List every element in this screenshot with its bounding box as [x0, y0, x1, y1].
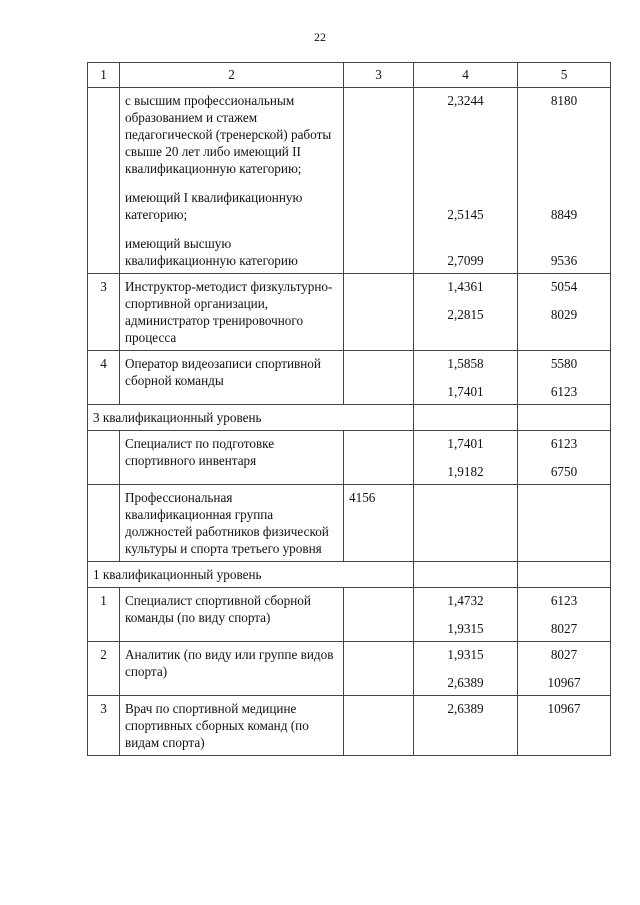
salary: 9536 [550, 253, 578, 268]
coefficient: 1,5858 [447, 356, 484, 371]
coefficient: 1,9182 [447, 464, 484, 479]
position-name: Оператор видеозаписи спортивной сборной команды [120, 351, 344, 405]
salary: 5580 [550, 356, 578, 371]
coefficient: 1,4361 [447, 279, 484, 294]
position-name: Специалист по подготовке спортивного инвентаря [120, 431, 344, 485]
salary-cell [518, 588, 611, 642]
qualification-level-row [88, 405, 611, 431]
coefficient: 1,9315 [447, 621, 484, 636]
coefficient: 1,4732 [447, 593, 484, 608]
row-number: 4 [88, 351, 120, 405]
empty-cell [518, 405, 611, 431]
empty-cell [414, 485, 518, 562]
header-col-2: 2 [120, 63, 344, 88]
row-number [88, 431, 120, 485]
salary: 6123 [550, 593, 578, 608]
coefficient-cell [414, 588, 518, 642]
salary: 8027 [550, 647, 578, 662]
base-salary [344, 696, 414, 756]
coefficient: 2,6389 [447, 675, 484, 690]
empty-cell [518, 485, 611, 562]
salary: 8027 [550, 621, 578, 636]
table-row [88, 642, 611, 696]
base-salary [344, 351, 414, 405]
row-number: 1 [88, 588, 120, 642]
coefficient-cell [414, 88, 518, 274]
qualification-condition: с высшим профессиональным образованием и стажем педагогической (тренерской) работы свыше 20 лет либо имеющий II квалификационную категорию; [125, 93, 332, 176]
coefficient: 2,3244 [447, 93, 484, 108]
coefficient: 2,2815 [447, 307, 484, 322]
empty-cell [414, 562, 518, 588]
qualification-level-label: 1 квалификационный уровень [88, 562, 414, 588]
qualification-level-label: 3 квалификационный уровень [88, 405, 414, 431]
coefficient: 2,6389 [447, 701, 484, 716]
salary-cell [518, 642, 611, 696]
position-name: Врач по спортивной медицине спортивных сборных команд (по видам спорта) [120, 696, 344, 756]
base-salary [344, 642, 414, 696]
salary-cell [518, 88, 611, 274]
salary: 8849 [550, 207, 578, 222]
row-number [88, 88, 120, 274]
position-name: Инструктор-методист физкультурно-спортивной организации, администратор тренировочного процесса [120, 274, 344, 351]
coefficient-cell [414, 431, 518, 485]
header-col-5: 5 [518, 63, 611, 88]
table-row [88, 485, 611, 562]
table-row [88, 696, 611, 756]
salary: 8180 [550, 93, 578, 108]
table-row [88, 274, 611, 351]
coefficient: 1,9315 [447, 647, 484, 662]
page-number: 22 [314, 30, 326, 44]
salary-cell [518, 351, 611, 405]
header-col-4: 4 [414, 63, 518, 88]
coefficient-cell [414, 274, 518, 351]
coefficient: 1,7401 [447, 384, 484, 399]
table-row [88, 588, 611, 642]
qualification-level-row [88, 562, 611, 588]
salary: 5054 [550, 279, 578, 294]
row-number: 2 [88, 642, 120, 696]
base-salary: 4156 [344, 485, 414, 562]
group-name: Профессиональная квалификационная группа должностей работников физической культуры и спорта третьего уровня [120, 485, 344, 562]
position-name: Специалист спортивной сборной команды (по виду спорта) [120, 588, 344, 642]
coefficient: 2,7099 [447, 253, 484, 268]
coefficient: 2,5145 [447, 207, 484, 222]
salary: 8029 [550, 307, 578, 322]
base-salary [344, 588, 414, 642]
salary: 10967 [547, 675, 581, 690]
row-number: 3 [88, 274, 120, 351]
salary-cell [518, 696, 611, 756]
row-number [88, 485, 120, 562]
qualification-condition: имеющий высшую квалификационную категорию [125, 236, 298, 268]
salary: 6123 [550, 384, 578, 399]
empty-cell [518, 562, 611, 588]
coefficient-cell [414, 696, 518, 756]
row-number: 3 [88, 696, 120, 756]
salary-cell [518, 274, 611, 351]
salary: 6123 [550, 436, 578, 451]
table-row [88, 351, 611, 405]
qualification-condition: имеющий I квалификационную категорию; [125, 190, 303, 222]
coefficient-cell [414, 351, 518, 405]
position-name [120, 88, 344, 274]
coefficient: 1,7401 [447, 436, 484, 451]
salary-table [87, 62, 611, 756]
base-salary [344, 431, 414, 485]
salary-cell [518, 431, 611, 485]
header-col-3: 3 [344, 63, 414, 88]
base-salary [344, 274, 414, 351]
position-name: Аналитик (по виду или группе видов спорта) [120, 642, 344, 696]
salary: 6750 [550, 464, 578, 479]
table-row [88, 88, 611, 274]
empty-cell [414, 405, 518, 431]
salary: 10967 [547, 701, 581, 716]
coefficient-cell [414, 642, 518, 696]
header-col-1: 1 [88, 63, 120, 88]
base-salary [344, 88, 414, 274]
table-header-row [88, 63, 611, 88]
table-row [88, 431, 611, 485]
